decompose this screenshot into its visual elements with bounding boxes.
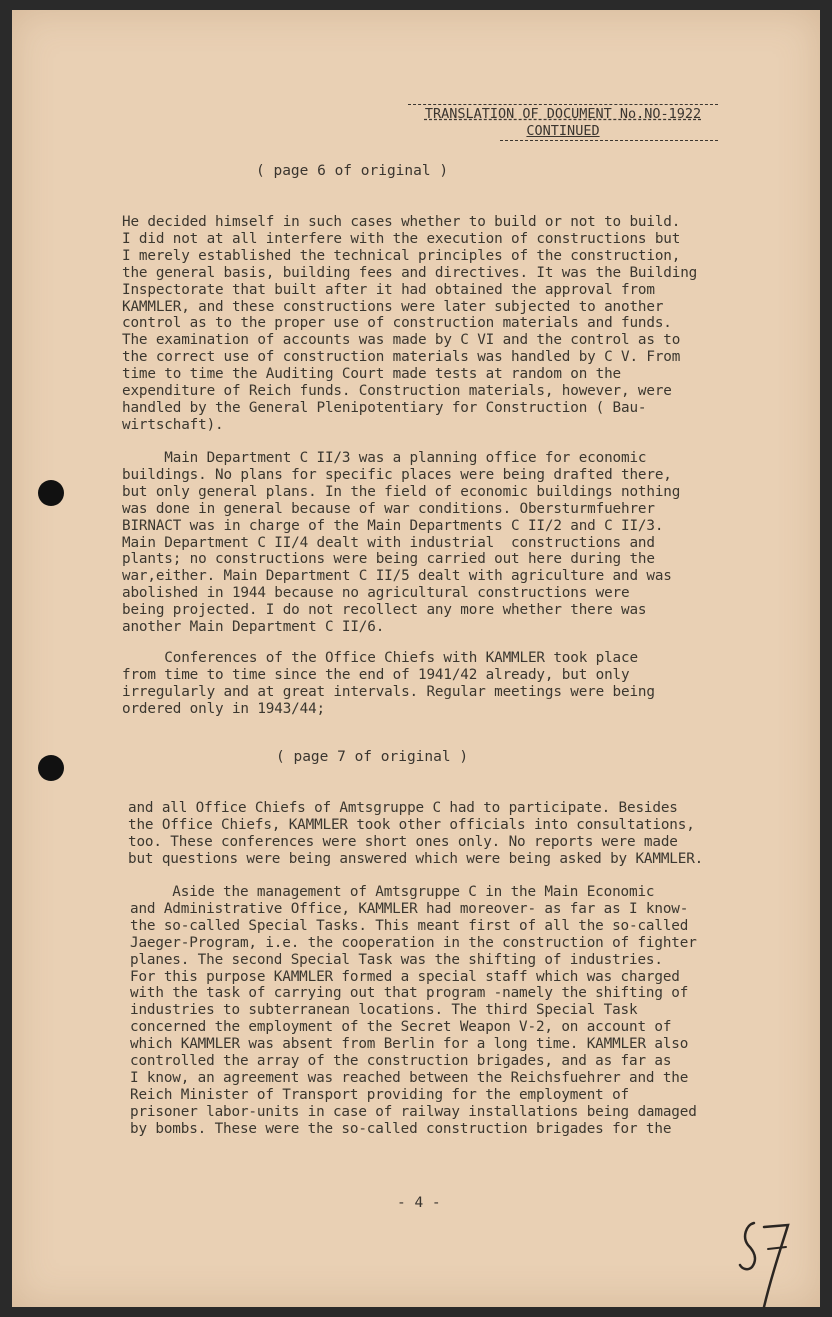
page-7-marker: ( page 7 of original ) [276, 749, 469, 765]
punch-hole-lower [38, 755, 64, 781]
paragraph-1: He decided himself in such cases whether to build or not to build. I did not at all interfere with the execution of constructions but I merely established the technical principles of the construction, the general basis, building fees and directives. It was the Building Inspectorate that built after it had obtained the approval from KAMMLER, and these constructions were later subjected to another control as to the proper use of construction materials and funds. The examination of accounts was made by C VI and the control as to the correct use of construction materials was handled by C V. From time to time the Auditing Court made tests at random on the expenditure of Reich funds. Construction materials, however, were handled by the General Plenipotentiary for Construction ( Bau- wirtschaft). [122, 214, 698, 433]
paragraph-3: Conferences of the Office Chiefs with KAMMLER took place from time to time since the end of 1941/42 already, but only irregularly and at great intervals. Regular meetings were being ordered only in 1943/44; [122, 650, 655, 717]
header-bottom-rule [500, 140, 718, 141]
punch-hole-upper [38, 480, 64, 506]
paragraph-5: Aside the management of Amtsgruppe C in the Main Economic and Administrative Office, KAMMLER had moreover- as far as I know- the so-called Special Tasks. This meant first of all the so-called Jaeger-Program, i.e. the cooperation in the construction of fighter planes. The second Special Task was the shifting of industries. For this purpose KAMMLER formed a special staff which was charged with the task of carrying out that program -namely the shifting of industries to subterranean locations. The third Special Task concerned the employment of the Secret Weapon V-2, on account of which KAMMLER was absent from Berlin for a long time. KAMMLER also controlled the array of the construction brigades, and as far as I know, an agreement was reached between the Reichsfuehrer and the Reich Minister of Transport providing for the employment of prisoner labor-units in case of railway installations being damaged by bombs. These were the so-called construction brigades for the [130, 884, 697, 1137]
document-subtitle: CONTINUED [526, 123, 600, 139]
paragraph-2: Main Department C II/3 was a planning office for economic buildings. No plans for specific places were being drafted there, but only general plans. In the field of economic buildings nothing was done in general because of war conditions. Obersturmfuehrer BIRNACT was in charge of the Main Departments C II/2 and C II/3. Main Department C II/4 dealt with industrial constructions and plants; no constructions were being carried out here during the war,either. Main Department C II/5 dealt with agriculture and was abolished in 1944 because no agricultural constructions were being projected. I do not recollect any more whether there was another Main Department C II/6. [122, 450, 681, 636]
page-number: - 4 - [397, 1195, 441, 1211]
document-title: TRANSLATION OF DOCUMENT No.NO-1922 [424, 106, 702, 122]
handwritten-page-number [738, 1215, 798, 1315]
document-page [12, 10, 820, 1307]
paragraph-4: and all Office Chiefs of Amtsgruppe C had to participate. Besides the Office Chiefs, KAMMLER took other officials into consultations, too. These conferences were short ones only. No reports were made but questions were being answered which were being asked by KAMMLER. [128, 800, 704, 867]
header-top-rule [408, 104, 718, 105]
document-header [408, 104, 718, 141]
page-6-marker: ( page 6 of original ) [256, 163, 449, 179]
